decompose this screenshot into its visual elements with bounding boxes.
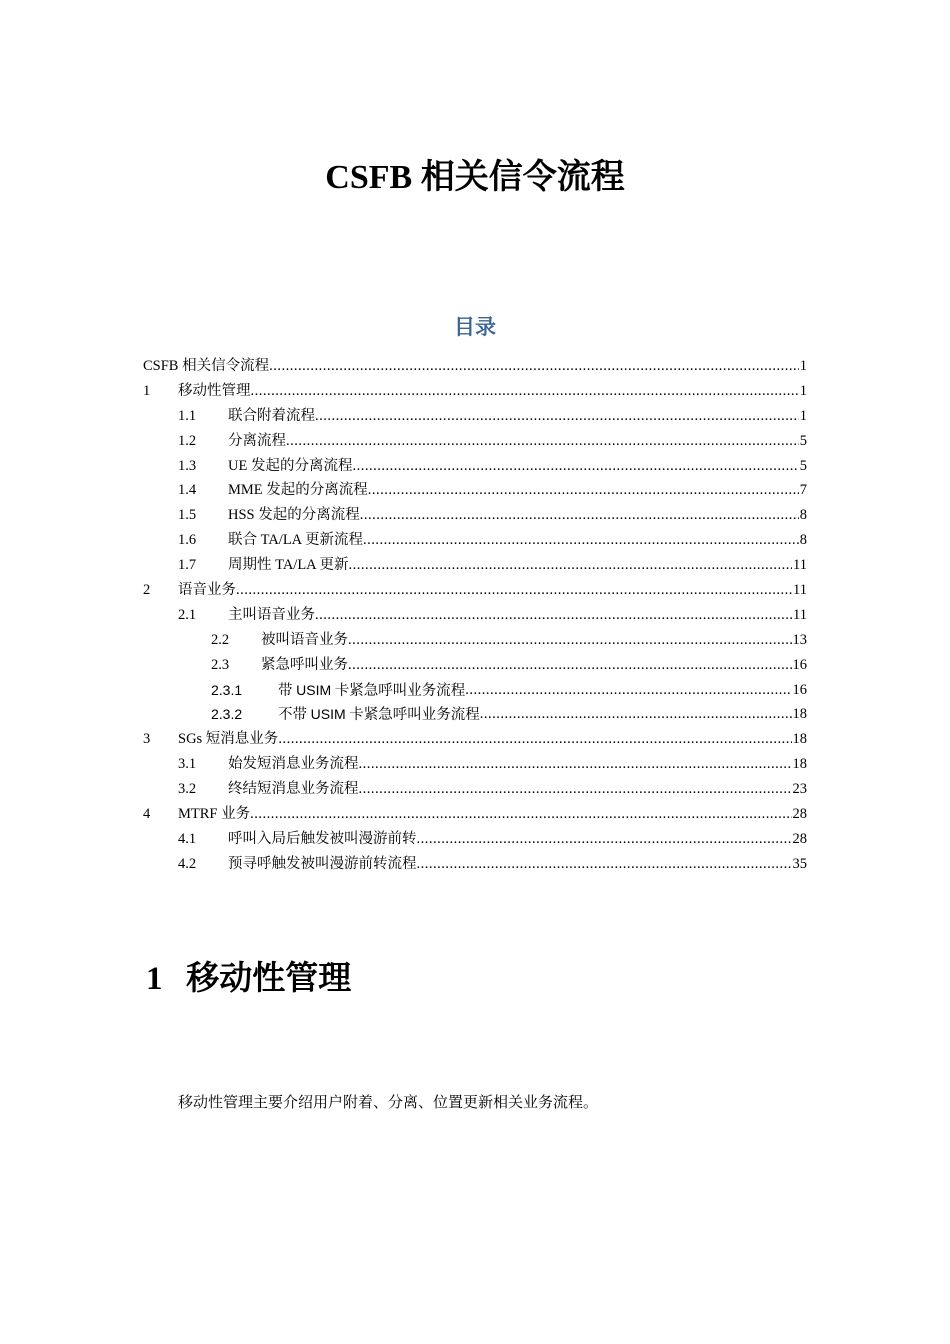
toc-entry-page: 8: [799, 503, 807, 528]
toc-entry[interactable]: [143, 454, 807, 479]
toc-entry-page: 8: [799, 528, 807, 553]
toc-dot-leader: [250, 802, 791, 827]
toc-dot-leader: [315, 404, 799, 429]
toc-dot-leader: [352, 454, 798, 479]
toc-entry-text: MME 发起的分离流程: [228, 478, 368, 503]
toc-entry-page: 16: [792, 653, 808, 678]
toc-entry[interactable]: [143, 653, 807, 678]
toc-entry-number: 1.7: [178, 557, 197, 574]
toc-dot-leader: [417, 827, 792, 852]
toc-entry-text: MTRF 业务: [178, 802, 250, 827]
table-of-contents: [143, 354, 807, 877]
toc-dot-leader: [368, 478, 799, 503]
toc-entry-number: 1.2: [178, 432, 197, 449]
toc-entry-page: 18: [792, 727, 808, 752]
toc-entry-page: 13: [792, 628, 808, 653]
toc-entry[interactable]: [143, 404, 807, 429]
toc-entry-number: 4: [143, 806, 151, 823]
toc-entry[interactable]: [143, 429, 807, 454]
toc-entry-text: 终结短消息业务流程: [228, 777, 359, 802]
toc-dot-leader: [269, 354, 799, 379]
toc-entry-number: 4.2: [178, 855, 197, 872]
toc-entry-text: 主叫语音业务: [228, 603, 315, 628]
toc-entry-page: 18: [792, 702, 808, 727]
toc-entry[interactable]: [143, 702, 807, 727]
toc-entry[interactable]: [143, 852, 807, 877]
toc-entry[interactable]: [143, 752, 807, 777]
toc-dot-leader: [315, 603, 792, 628]
toc-entry-text: 带 USIM 卡紧急呼叫业务流程: [278, 678, 465, 703]
toc-heading: 目录: [454, 315, 496, 339]
toc-dot-leader: [417, 852, 792, 877]
toc-entry-page: 35: [792, 852, 808, 877]
toc-entry-number: 3: [143, 731, 151, 748]
toc-entry-page: 16: [792, 678, 808, 703]
toc-entry-number: 2.3.2: [211, 706, 243, 723]
toc-entry[interactable]: [143, 777, 807, 802]
toc-entry-text: 联合附着流程: [228, 404, 315, 429]
toc-entry-number: 1.5: [178, 507, 197, 524]
toc-entry-text: CSFB 相关信令流程: [143, 354, 269, 379]
toc-entry[interactable]: [143, 628, 807, 653]
toc-entry-page: 1: [799, 379, 807, 404]
toc-entry-page: 5: [799, 454, 807, 479]
toc-entry-text: 被叫语音业务: [261, 628, 348, 653]
toc-dot-leader: [251, 379, 799, 404]
chapter-title: 移动性管理: [186, 961, 352, 997]
toc-entry-number: 3.1: [178, 756, 197, 773]
toc-entry-page: 28: [792, 827, 808, 852]
toc-dot-leader: [348, 553, 792, 578]
document-title: CSFB 相关信令流程: [325, 159, 625, 196]
chapter-heading: [146, 955, 351, 1003]
toc-entry-text: UE 发起的分离流程: [228, 454, 352, 479]
toc-entry-number: 2: [143, 582, 151, 599]
toc-entry[interactable]: [143, 379, 807, 404]
chapter-number: 1: [146, 961, 163, 997]
toc-entry-page: 11: [792, 578, 807, 603]
toc-entry-text: 紧急呼叫业务: [261, 653, 348, 678]
toc-entry[interactable]: [143, 727, 807, 752]
toc-entry[interactable]: [143, 578, 807, 603]
toc-entry-number: 2.3.1: [211, 681, 243, 698]
toc-dot-leader: [465, 678, 791, 703]
toc-dot-leader: [363, 528, 799, 553]
toc-dot-leader: [359, 777, 792, 802]
toc-entry-text: 始发短消息业务流程: [228, 752, 359, 777]
toc-dot-leader: [348, 653, 792, 678]
toc-entry[interactable]: [143, 802, 807, 827]
toc-entry-text: 呼叫入局后触发被叫漫游前转: [228, 827, 417, 852]
body-paragraph: 移动性管理主要介绍用户附着、分离、位置更新相关业务流程。: [178, 1095, 599, 1111]
toc-entry-text: 移动性管理: [178, 379, 251, 404]
toc-entry[interactable]: [143, 678, 807, 703]
toc-entry-page: 1: [799, 354, 807, 379]
toc-entry-number: 4.1: [178, 830, 197, 847]
toc-entry-text: 周期性 TA/LA 更新: [228, 553, 348, 578]
toc-entry-text: 语音业务: [178, 578, 236, 603]
toc-entry[interactable]: [143, 827, 807, 852]
toc-dot-leader: [286, 429, 799, 454]
toc-entry-text: HSS 发起的分离流程: [228, 503, 360, 528]
toc-dot-leader: [480, 702, 792, 727]
toc-entry-number: 1.4: [178, 482, 197, 499]
toc-dot-leader: [348, 628, 792, 653]
toc-entry-page: 11: [792, 603, 807, 628]
toc-dot-leader: [278, 727, 791, 752]
toc-entry-number: 2.3: [211, 656, 230, 673]
toc-entry-text: 不带 USIM 卡紧急呼叫业务流程: [278, 702, 480, 727]
toc-entry-number: 2.2: [211, 631, 230, 648]
toc-entry-text: 联合 TA/LA 更新流程: [228, 528, 363, 553]
toc-entry-page: 23: [792, 777, 808, 802]
toc-entry-page: 7: [799, 478, 807, 503]
toc-entry-text: SGs 短消息业务: [178, 727, 278, 752]
toc-entry-number: 2.1: [178, 606, 197, 623]
toc-entry-number: 1.6: [178, 532, 197, 549]
toc-entry-page: 5: [799, 429, 807, 454]
toc-entry-text: 预寻呼触发被叫漫游前转流程: [228, 852, 417, 877]
toc-dot-leader: [236, 578, 792, 603]
toc-entry-page: 28: [792, 802, 808, 827]
toc-entry[interactable]: [143, 478, 807, 503]
toc-entry-page: 1: [799, 404, 807, 429]
toc-entry-number: 1.1: [178, 407, 197, 424]
toc-entry-page: 11: [792, 553, 807, 578]
toc-entry-number: 3.2: [178, 781, 197, 798]
toc-entry-number: 1.3: [178, 457, 197, 474]
toc-entry-number: 1: [143, 382, 151, 399]
toc-dot-leader: [360, 503, 799, 528]
toc-entry-page: 18: [792, 752, 808, 777]
toc-entry[interactable]: [143, 603, 807, 628]
toc-entry[interactable]: [143, 528, 807, 553]
toc-entry-text: 分离流程: [228, 429, 286, 454]
toc-entry[interactable]: [143, 354, 807, 379]
toc-dot-leader: [359, 752, 792, 777]
toc-entry[interactable]: [143, 553, 807, 578]
toc-entry[interactable]: [143, 503, 807, 528]
